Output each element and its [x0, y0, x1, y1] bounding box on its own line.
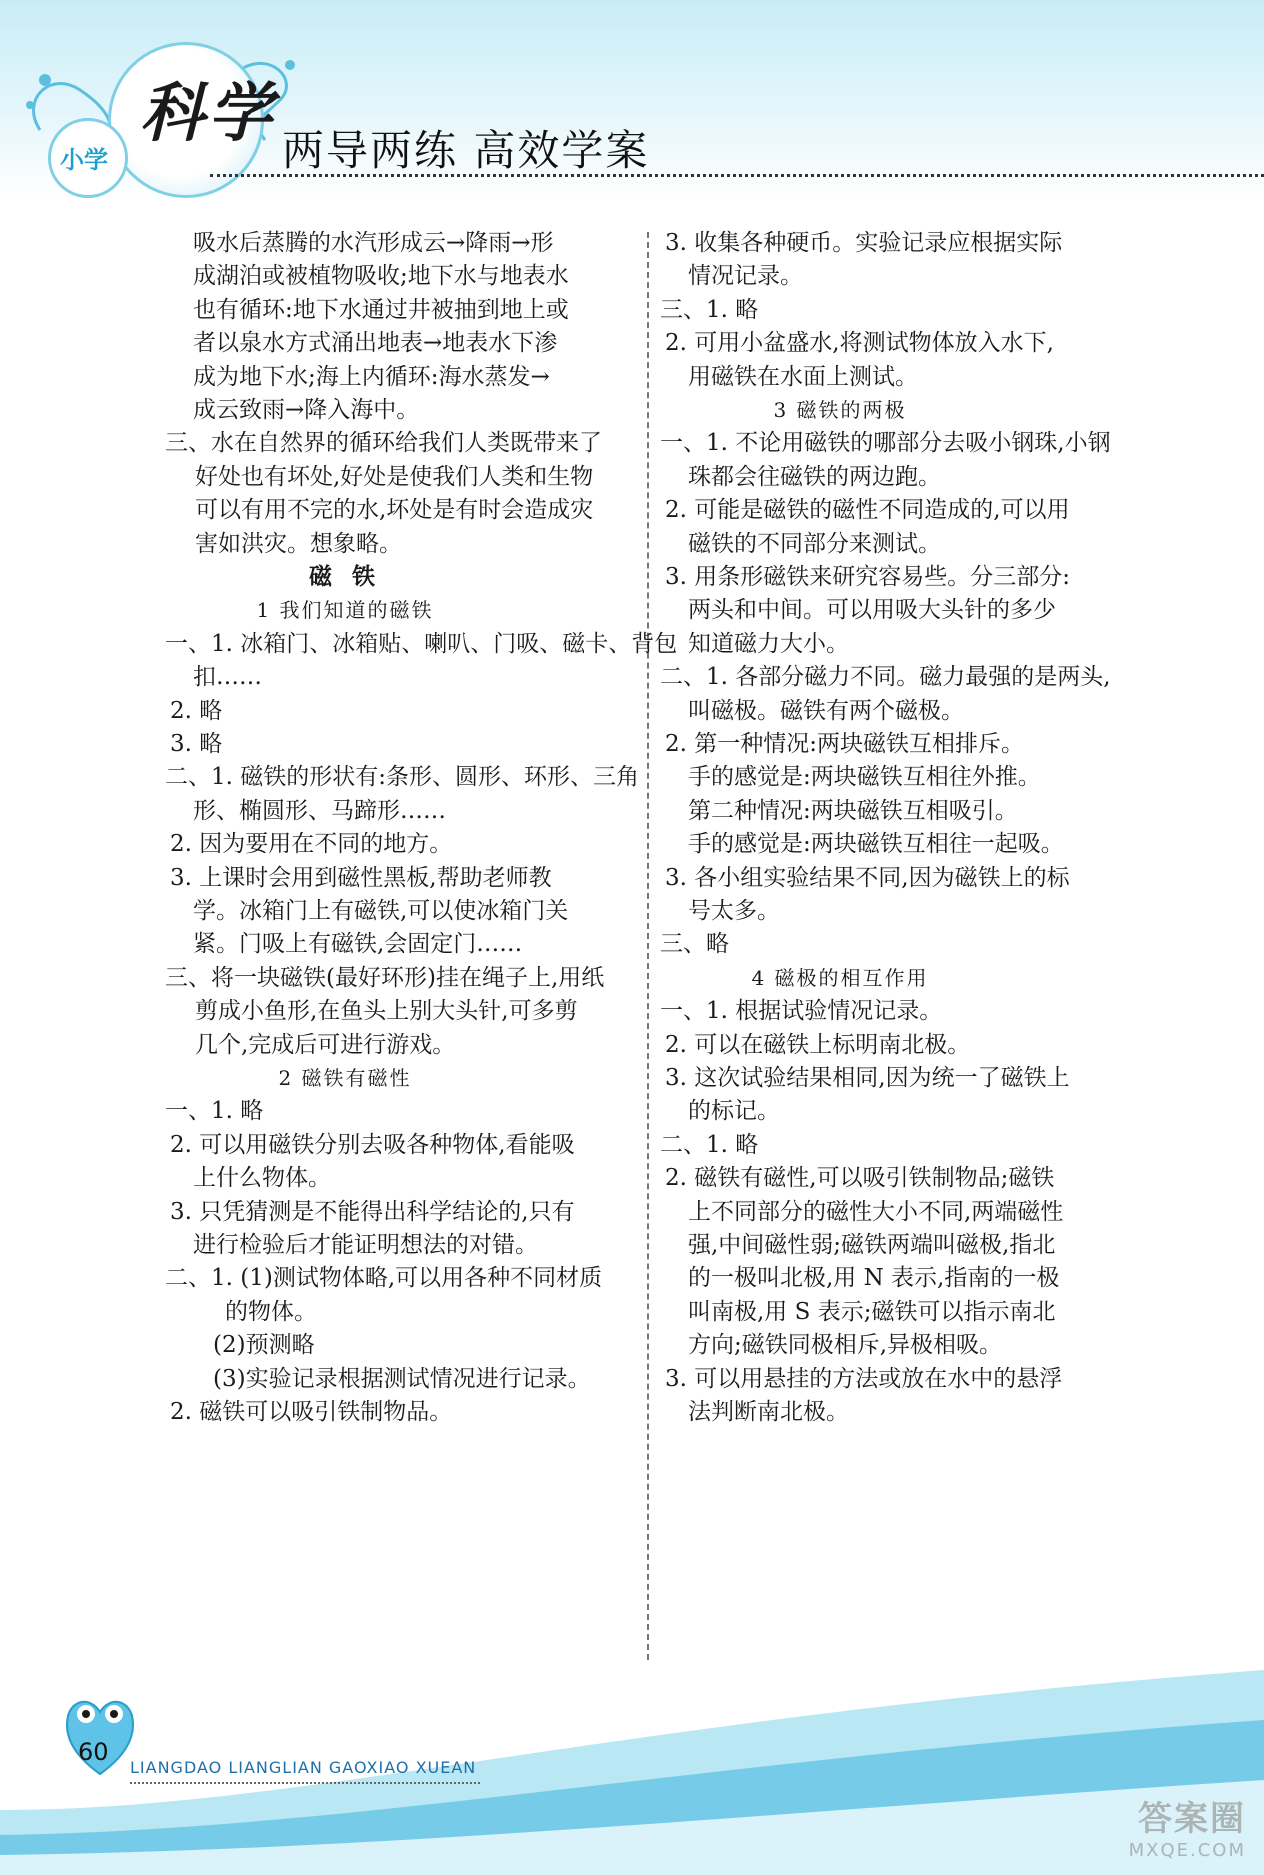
answer-line: 2. 磁铁可以吸引铁制物品。 — [170, 1399, 453, 1425]
answer-line: 一、1. 不论用磁铁的哪部分去吸小钢珠,小钢 — [660, 430, 1111, 457]
answer-line: 的物体。 — [225, 1298, 317, 1325]
answer-line: 一、1. 根据试验情况记录。 — [660, 998, 943, 1025]
answer-line: 3. 用条形磁铁来研究容易些。分三部分: — [665, 564, 1071, 590]
footer-series-text: LIANGDAO LIANGLIAN GAOXIAO XUEAN — [130, 1758, 477, 1777]
answer-line: 2. 磁铁有磁性,可以吸引铁制物品;磁铁 — [665, 1165, 1055, 1192]
watermark-logo-text: 答案圈 — [1138, 1799, 1246, 1839]
section-heading: 磁 铁 — [308, 563, 381, 590]
answer-line: 形、椭圆形、马蹄形…… — [193, 797, 446, 824]
answer-line: 吸水后蒸腾的水汽形成云→降雨→形 — [193, 230, 554, 256]
answer-line: 成云致雨→降入海中。 — [193, 397, 420, 423]
answer-line: 2. 略 — [170, 697, 223, 724]
answer-line: 手的感觉是:两块磁铁互相往一起吸。 — [688, 831, 1064, 858]
answer-line: 方向;磁铁同极相斥,异极相吸。 — [688, 1332, 1003, 1359]
answer-line: 珠都会往磁铁的两边跑。 — [688, 463, 941, 490]
answer-line: 强,中间磁性弱;磁铁两端叫磁极,指北 — [688, 1232, 1056, 1258]
answer-line: 3. 上课时会用到磁性黑板,帮助老师教 — [170, 864, 552, 891]
answer-line: 的一极叫北极,用 N 表示,指南的一极 — [688, 1265, 1060, 1292]
answer-line: (2)预测略 — [213, 1332, 315, 1359]
answer-line: 2. 第一种情况:两块磁铁互相排斥。 — [665, 731, 1025, 757]
watermark — [1129, 1791, 1246, 1861]
answer-line: 者以泉水方式涌出地表→地表水下渗 — [193, 330, 558, 357]
answer-line: 上什么物体。 — [193, 1165, 331, 1192]
answer-line: 号太多。 — [688, 898, 780, 924]
answer-line: (3)实验记录根据测试情况进行记录。 — [213, 1365, 591, 1392]
answer-line: 3. 只凭猜测是不能得出科学结论的,只有 — [170, 1198, 575, 1225]
answer-line: 2. 可以用磁铁分别去吸各种物体,看能吸 — [170, 1131, 575, 1158]
answer-line: 3. 各小组实验结果不同,因为磁铁上的标 — [665, 864, 1070, 891]
header-dotted-rule — [210, 174, 1264, 177]
answer-line: 扣…… — [193, 664, 262, 691]
answer-line: 可以有用不完的水,坏处是有时会造成灾 — [195, 497, 594, 524]
lesson-heading: 4 磁极的相互作用 — [751, 965, 929, 990]
answer-line: 知道磁力大小。 — [688, 630, 849, 657]
answer-line: 2. 因为要用在不同的地方。 — [170, 831, 453, 858]
footer-dotted-rule — [130, 1782, 480, 1784]
answer-line: 三、1. 略 — [660, 296, 759, 323]
answer-line: 二、1. 略 — [660, 1131, 759, 1158]
logo-level-label: 小学 — [60, 146, 108, 174]
column-divider — [647, 232, 649, 1660]
answer-line: 情况记录。 — [688, 263, 803, 290]
answer-line: 几个,完成后可进行游戏。 — [195, 1031, 456, 1058]
answer-line: 2. 可以在磁铁上标明南北极。 — [665, 1031, 971, 1058]
answer-line: 的标记。 — [688, 1098, 780, 1125]
page-number: 60 — [78, 1738, 109, 1766]
answer-line: 叫磁极。磁铁有两个磁极。 — [688, 697, 964, 724]
answer-line: 第二种情况:两块磁铁互相吸引。 — [688, 797, 1018, 824]
answer-line: 叫南极,用 S 表示;磁铁可以指示南北 — [688, 1298, 1056, 1325]
answer-line: 进行检验后才能证明想法的对错。 — [193, 1232, 538, 1258]
answer-line: 一、1. 冰箱门、冰箱贴、喇叭、门吸、磁卡、背包 — [165, 630, 678, 657]
answer-line: 3. 这次试验结果相同,因为统一了磁铁上 — [665, 1065, 1070, 1091]
lesson-heading: 2 磁铁有磁性 — [278, 1066, 412, 1090]
answer-line: 两头和中间。可以用吸大头针的多少 — [688, 597, 1056, 624]
answer-line: 三、水在自然界的循环给我们人类既带来了 — [165, 430, 602, 457]
answer-line: 害如洪灾。想象略。 — [195, 530, 402, 557]
answer-line: 二、1. 磁铁的形状有:条形、圆形、环形、三角 — [165, 764, 640, 791]
lesson-heading: 1 我们知道的磁铁 — [256, 598, 434, 623]
answer-line: 3. 收集各种硬币。实验记录应根据实际 — [665, 230, 1063, 256]
answer-line: 磁铁的不同部分来测试。 — [688, 530, 941, 557]
answer-line: 三、略 — [660, 931, 729, 958]
answer-line: 也有循环:地下水通过井被抽到地上或 — [193, 296, 569, 323]
answer-line: 3. 可以用悬挂的方法或放在水中的悬浮 — [665, 1365, 1063, 1392]
answer-line: 一、1. 略 — [165, 1098, 264, 1125]
answer-line: 三、将一块磁铁(最好环形)挂在绳子上,用纸 — [165, 964, 605, 991]
answer-line: 好处也有坏处,好处是使我们人类和生物 — [195, 463, 594, 490]
page-header-title: 两导两练 高效学案 — [282, 126, 650, 175]
answer-line: 手的感觉是:两块磁铁互相往外推。 — [688, 764, 1041, 791]
answer-line: 3. 略 — [170, 731, 223, 757]
answer-line: 法判断南北极。 — [688, 1399, 849, 1425]
answer-line: 2. 可能是磁铁的磁性不同造成的,可以用 — [665, 497, 1070, 524]
answer-line: 学。冰箱门上有磁铁,可以使冰箱门关 — [193, 898, 569, 924]
answer-line: 成湖泊或被植物吸收;地下水与地表水 — [193, 263, 569, 290]
answer-line: 上不同部分的磁性大小不同,两端磁性 — [688, 1198, 1064, 1225]
watermark-url: MXQE.COM — [1128, 1840, 1246, 1861]
answer-line: 剪成小鱼形,在鱼头上别大头针,可多剪 — [195, 998, 578, 1025]
answer-line: 用磁铁在水面上测试。 — [688, 363, 918, 390]
answer-line: 成为地下水;海上内循环:海水蒸发→ — [193, 363, 550, 390]
answer-line: 二、1. (1)测试物体略,可以用各种不同材质 — [165, 1265, 603, 1292]
answer-line: 二、1. 各部分磁力不同。磁力最强的是两头, — [660, 664, 1111, 691]
logo-subject-title: 科学 — [140, 76, 276, 151]
lesson-heading: 3 磁铁的两极 — [773, 398, 907, 422]
answer-line: 紧。门吸上有磁铁,会固定门…… — [193, 931, 523, 958]
answer-line: 2. 可用小盆盛水,将测试物体放入水下, — [665, 330, 1054, 357]
